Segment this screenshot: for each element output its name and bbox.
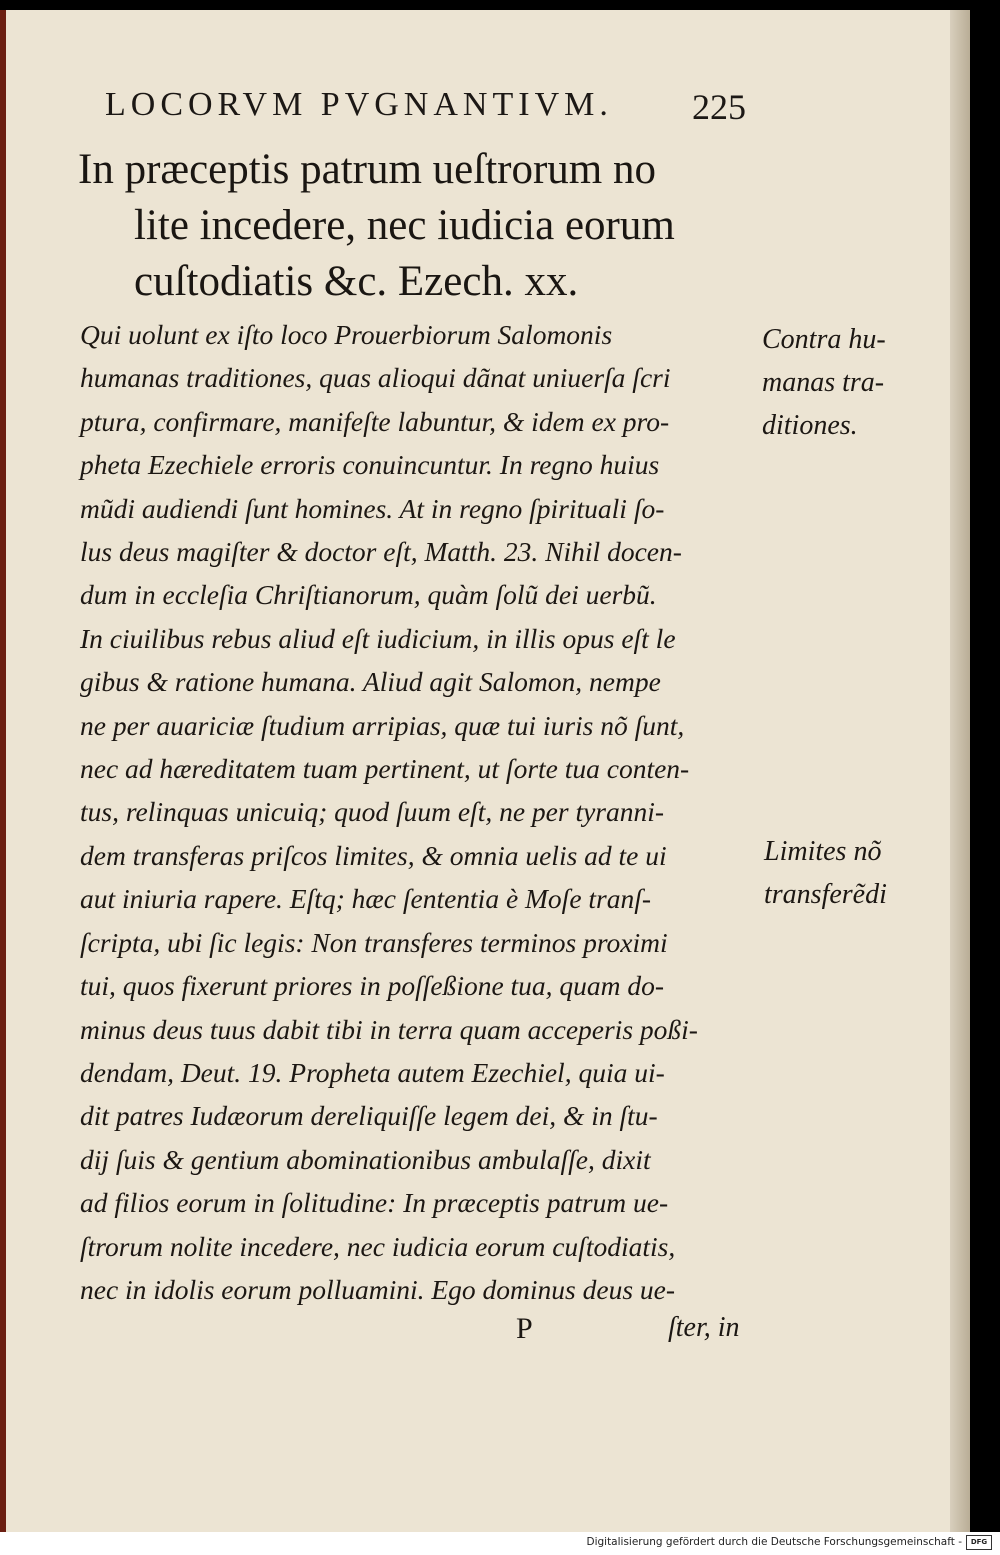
body-line: nec in idolis eorum polluamini. Ego dominus deus ue- bbox=[80, 1273, 676, 1305]
page-number: 225 bbox=[692, 87, 746, 127]
body-line: tus, relinquas unicuiq; quod ſuum eſt, ne per tyranni- bbox=[80, 796, 665, 828]
body-line: Qui uolunt ex iſto loco Prouerbiorum Salomonis bbox=[80, 319, 613, 350]
body-line: ſcripta, ubi ſic legis: Non transferes terminos proximi bbox=[80, 926, 668, 958]
heading-line: In præceptis patrum ueſtrorum no bbox=[78, 146, 656, 193]
catchword: ſter, in bbox=[668, 1312, 740, 1343]
body-line: dendam, Deut. 19. Propheta autem Ezechiel, quia ui- bbox=[80, 1056, 665, 1088]
body-line: ſtrorum nolite incedere, nec iudicia eorum cuſtodiatis, bbox=[80, 1230, 676, 1262]
heading-line: lite incedere, nec iudicia eorum bbox=[134, 202, 675, 249]
margin-note-line: manas tra- bbox=[762, 367, 885, 398]
body-line: dum in eccleſia Chriſtianorum, quàm ſolũ dei uerbũ. bbox=[80, 579, 657, 611]
body-line: In ciuilibus rebus aliud eſt iudicium, in illis opus eſt le bbox=[80, 622, 676, 654]
body-line: ad filios eorum in ſolitudine: In præceptis patrum ue- bbox=[80, 1187, 669, 1219]
running-head: LOCORVM PVGNANTIVM. bbox=[105, 86, 613, 123]
margin-note-line: transferẽdi bbox=[764, 879, 887, 910]
body-line: humanas traditiones, quas alioqui dãnat uniuerſa ſcri bbox=[80, 362, 671, 394]
funding-notice: Digitalisierung gefördert durch die Deutsche Forschungsgemeinschaft - bbox=[586, 1536, 962, 1548]
body-line: gibus & ratione humana. Aliud agit Salomon, nempe bbox=[80, 666, 661, 698]
body-line: lus deus magiſter & doctor eſt, Matth. 23. Nihil docen- bbox=[80, 536, 682, 568]
dfg-logo-icon: DFG bbox=[966, 1535, 992, 1550]
body-line: dij ſuis & gentium abominationibus ambulaſſe, dixit bbox=[80, 1143, 651, 1175]
body-line: aut iniuria rapere. Eſtq; hæc ſententia è Moſe tranſ- bbox=[80, 883, 652, 915]
margin-note-line: ditiones. bbox=[762, 410, 858, 441]
body-line: tui, quos fixerunt priores in poſſeßione tua, quam do- bbox=[80, 970, 665, 1002]
signature-mark: P bbox=[516, 1312, 533, 1345]
margin-note-line: Limites nõ bbox=[764, 836, 882, 867]
body-line: dit patres Iudæorum dereliquiſſe legem dei, & in ſtu- bbox=[80, 1100, 658, 1132]
page-edge-shadow bbox=[950, 10, 970, 1532]
margin-note-limites bbox=[764, 830, 887, 916]
body-line: minus deus tuus dabit tibi in terra quam acceperis poßi- bbox=[80, 1013, 698, 1045]
body-line: dem transferas priſcos limites, & omnia uelis ad te ui bbox=[80, 839, 667, 871]
body-line: ptura, confirmare, manifeſte labuntur, & idem ex pro- bbox=[80, 405, 670, 437]
body-line: pheta Ezechiele erroris conuincuntur. In regno huius bbox=[80, 449, 660, 481]
body-line: nec ad hæreditatem tuam pertinent, ut ſorte tua conten- bbox=[80, 753, 690, 785]
footer-bar bbox=[0, 1532, 1000, 1555]
body-text bbox=[80, 313, 770, 1311]
section-heading bbox=[78, 142, 778, 310]
body-line: ne per auariciæ ſtudium arripias, quæ tui iuris nõ ſunt, bbox=[80, 709, 685, 741]
heading-line: cuſtodiatis &c. Ezech. xx. bbox=[134, 258, 579, 305]
body-line: mũdi audiendi ſunt homines. At in regno ſpirituali ſo- bbox=[80, 492, 665, 524]
margin-note-traditiones bbox=[762, 318, 886, 447]
margin-note-line: Contra hu- bbox=[762, 324, 886, 355]
